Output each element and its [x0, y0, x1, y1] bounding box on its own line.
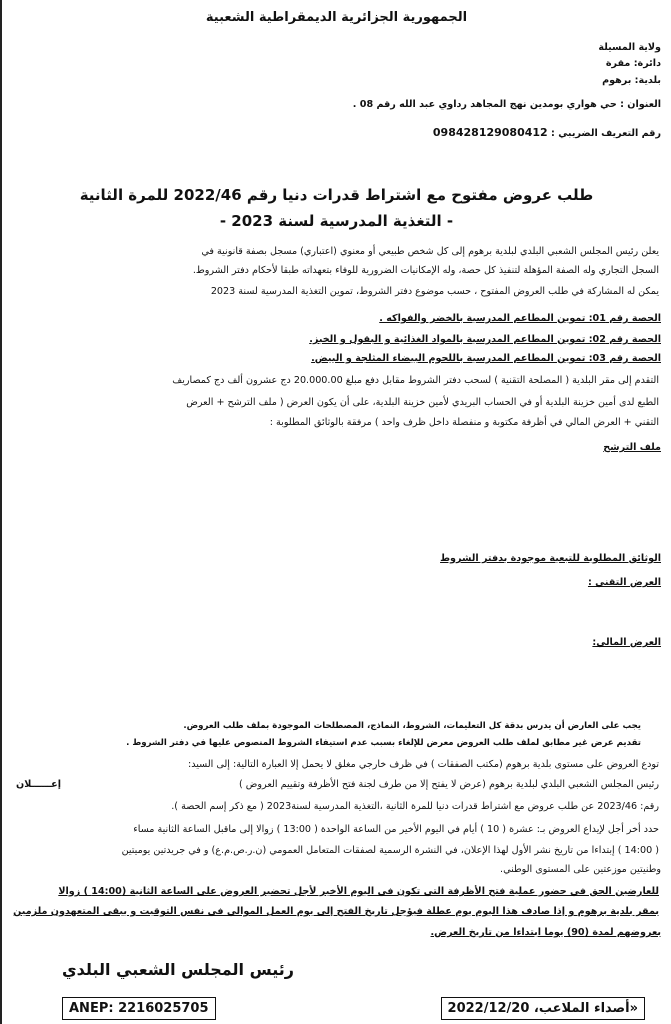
deposit-line-4: حدد أخر أجل لإيداع العروض بـ: عشرة ( 10 ) أيام في اليوم الأخير من الساعة الواحدة ( 13:00 ) زوالا إلى ماقبل الساعة الثانية مساء	[133, 824, 659, 835]
financial-heading: العرض المالي:	[592, 637, 661, 648]
deposit-line-5: ( 14:00 ) إبتداءا من تاريخ نشر الأول لهذا الإعلان، في النشرة الرسمية لصفقات المتعامل العمومي (ن.ر.ص.م.ع) و في جريدتين يوميتين	[121, 845, 659, 856]
tax-id-value: 098428129080412	[432, 126, 548, 139]
tax-id	[433, 125, 661, 141]
deposit-line-6: وطنيتين موزعتين على المستوى الوطني.	[500, 864, 661, 875]
procedure-line-3: التقني + العرض المالي في أظرفة مكتوبة و منفصلة داخل ظرف واحد ) مرفقة بالوثائق المطلوبة :	[269, 417, 659, 428]
opening-line-2: بمقر بلدية برهوم و إذا صادف هذا اليوم يوم عطلة فيؤجل تاريخ الفتح إلى يوم العمل الموالي في نفس التوقيت و يبقى المتعهدون ملزمين	[13, 906, 659, 917]
lot-2: الحصة رقم 02: تموين المطاعم المدرسية بالمواد الغذائية و البقول و الخبز.	[309, 334, 661, 345]
note-2: تقديم عرض غير مطابق لملف طلب العروض معرض للإلغاء بسبب عدم استيفاء الشروط المنصوص عليها في دفتر الشروط .	[126, 738, 641, 748]
intro-line-2: السجل التجاري وله الصفة المؤهلة لتنفيذ كل حصة، وله الإمكانيات الضرورية للوفاء بتعهداته طبقا لأحكام دفتر الشروط.	[192, 265, 659, 276]
daira: دائرة: مقرة	[605, 58, 661, 69]
lot-3: الحصة رقم 03: تموين المطاعم المدرسية باللحوم البيضاء المثلجة و البيض.	[311, 353, 661, 364]
commune: بلدية: برهوم	[602, 75, 661, 86]
lot-1: الحصة رقم 01: تموين المطاعم المدرسية بالخضر والفواكه .	[379, 313, 661, 324]
address: العنوان : حي هواري بومدين نهج المجاهد رداوي عبد الله رقم 08 .	[352, 99, 661, 110]
deposit-line-2-text: رئيس المجلس الشعبي البلدي لبلدية برهوم (عرض لا يفتح إلا من طرف لجنة فتح الأظرفة وتقييم العروض )	[239, 779, 659, 790]
deposit-line-1: تودع العروض على مستوى بلدية برهوم (مكتب الصفقات ) في ظرف خارجي مغلق لا يحمل إلا العبارة التالية: إلى السيد:	[188, 759, 659, 770]
anep-code: ANEP: 2216025705	[62, 997, 216, 1020]
intro-line-3: يمكن له المشاركة في طلب العروض المفتوح ، حسب موضوع دفتر الشروط، تموين التغذية المدرسية لسنة 2023	[210, 286, 659, 297]
opening-line-3: بعروضهم لمدة (90) يوما ابتداءا من تاريخ العرض.	[430, 927, 661, 938]
technical-heading: العرض التقني :	[587, 577, 661, 588]
tax-id-label: رقم التعريف الضريبي :	[551, 128, 661, 139]
note-1: يجب على العارض أن يدرس بدقة كل التعليمات، الشروط، النماذج، المصطلحات الموجودة بملف طلب العروض.	[183, 721, 641, 731]
candidacy-note: الوثائق المطلوبة للتبعية موجودة بدفتر الشروط	[440, 553, 661, 564]
candidacy-heading: ملف الترشح	[603, 442, 661, 453]
procedure-line-2: الطبع لدى أمين خزينة البلدية أو في الحساب البريدي لأمين خزينة البلدية، على أن يكون العرض ( ملف الترشح + العرض	[186, 397, 659, 408]
notice-subtitle: - التغذية المدرسية لسنة 2023 -	[219, 212, 454, 230]
opening-line-1: للعارضين الحق في حضور عملية فتح الأظرفة التي تكون في اليوم الأخير لأجل تحضير العروض على الساعة الثانية (14:00 ) زوالا	[58, 886, 659, 897]
newspaper-date: 2022/12/20 ،أصداء الملاعب»	[441, 997, 645, 1020]
notice-title: طلب عروض مفتوح مع اشتراط قدرات دنيا رقم 2022/46 للمرة الثانية	[79, 186, 594, 204]
intro-line-1: يعلن رئيس المجلس الشعبي البلدي لبلدية برهوم إلى كل شخص طبيعي أو معنوي (اعتباري) مسجل بصفة قانونية في	[201, 246, 659, 257]
announcement-word: إعــــــلان	[16, 779, 61, 790]
signature: رئيس المجلس الشعبي البلدي	[62, 960, 294, 979]
deposit-line-3: رقم: 2023/46 عن طلب عروض مع اشتراط قدرات دنيا للمرة الثانية ،التغذية المدرسية لسنة2023 ( مع ذكر إسم الحصة ).	[171, 801, 659, 812]
wilaya: ولاية المسيلة	[598, 42, 661, 53]
procedure-line-1: التقدم إلى مقر البلدية ( المصلحة التقنية ) لسحب دفتر الشروط مقابل دفع مبلغ 20.000.00 دج عشرون ألف دج كمصاريف	[172, 375, 659, 386]
deposit-line-2	[16, 777, 659, 792]
republic-heading: الجمهورية الجزائرية الديمقراطية الشعبية	[205, 10, 468, 25]
